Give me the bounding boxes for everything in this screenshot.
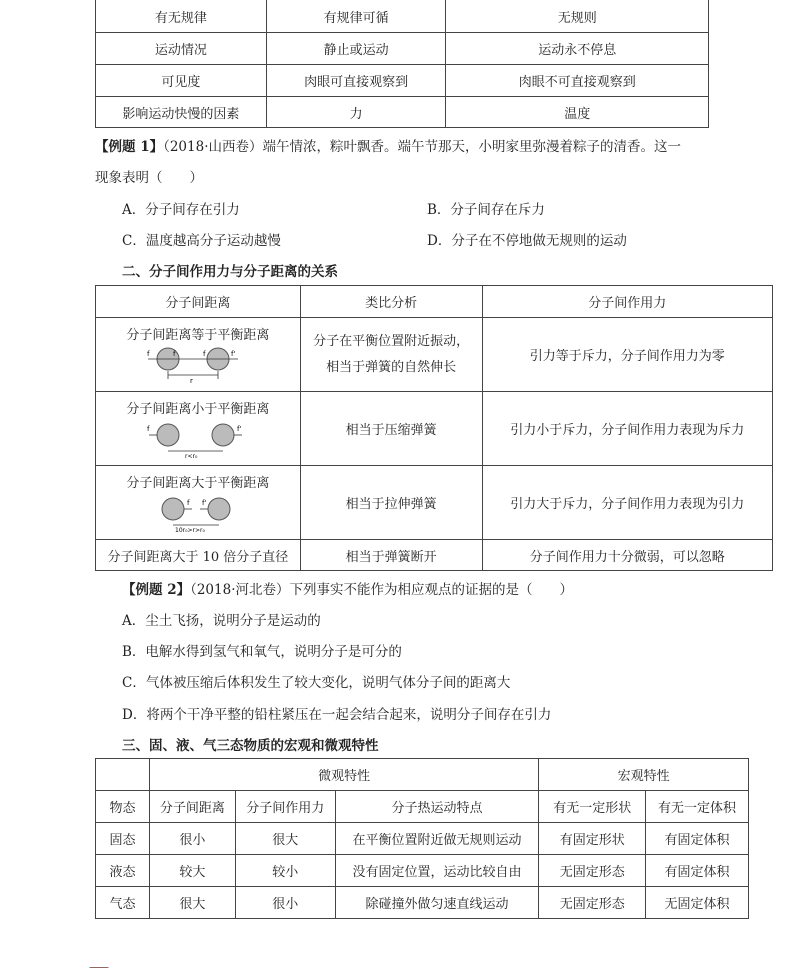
example1-option-b: B．分子间存在斥力 (427, 202, 545, 218)
table-row (96, 392, 773, 466)
example2-label: 【例题 2】 (122, 582, 191, 598)
table-cell: 相当于拉伸弹簧 (300, 466, 482, 540)
table-cell: 固态 (96, 823, 150, 855)
header-cell: 物态 (96, 791, 150, 823)
header-cell: 有无一定形状 (539, 791, 646, 823)
example2-option-d: D．将两个干净平整的铅柱紧压在一起会结合起来，说明分子间存在引力 (122, 707, 552, 723)
example1-option-d: D．分子在不停地做无规则的运动 (427, 233, 627, 249)
example2-text: 下列事实不能作为相应观点的证据的是（ ） (289, 582, 573, 598)
header-cell: 分子间作用力 (235, 791, 335, 823)
table-cell: 分子间作用力十分微弱，可以忽略 (482, 540, 773, 571)
table-row (96, 855, 749, 887)
table-cell (300, 318, 482, 392)
table-cell: 影响运动快慢的因素 (96, 97, 267, 128)
force-label: f' (230, 350, 236, 358)
table-cell (96, 466, 301, 540)
analogy-text: 分子在平衡位置附近振动， (313, 333, 470, 349)
table-header-row (96, 791, 749, 823)
table-cell: 运动情况 (96, 33, 267, 65)
table-row (96, 0, 709, 33)
distance-label: 分子间距离小于平衡距离 (126, 402, 270, 417)
analogy-text: 相当于弹簧的自然伸长 (326, 359, 457, 375)
table-cell: 气态 (96, 887, 150, 919)
force-label: f (146, 350, 150, 358)
table-row (96, 887, 749, 919)
table-cell: 很小 (235, 887, 335, 919)
table-row (96, 33, 709, 65)
table-cell: 分子间距离大于 10 倍分子直径 (96, 540, 301, 571)
table-cell: 温度 (446, 97, 709, 128)
table-row (96, 97, 709, 128)
table-cell: 引力等于斥力，分子间作用力为零 (482, 318, 773, 392)
distance-symbol: 10r₀>r>r₀ (174, 527, 205, 533)
table-cell: 静止或运动 (266, 33, 446, 65)
attraction-diagram (143, 493, 253, 533)
table-cell: 无固定形态 (539, 887, 646, 919)
distance-symbol: r<r₀ (184, 453, 198, 459)
table-row (96, 318, 773, 392)
molecule-circle (212, 424, 234, 446)
header-cell-micro: 微观特性 (149, 759, 538, 791)
header-cell: 分子间作用力 (482, 286, 773, 318)
distance-label: 分子间距离等于平衡距离 (126, 328, 270, 343)
distance-symbol: r (189, 377, 193, 385)
force-label: f (146, 425, 150, 433)
example1-text: 端午情浓，粽叶飘香。端午节那天，小明家里弥漫着粽子的清香。这一 (262, 139, 681, 155)
table-cell: 有规律可循 (266, 0, 446, 33)
table-cell: 有固定体积 (646, 855, 749, 887)
table-cell: 除碰撞外做匀速直线运动 (335, 887, 539, 919)
table-cell: 没有固定位置，运动比较自由 (335, 855, 539, 887)
table-cell (96, 318, 301, 392)
table-cell: 引力大于斥力，分子间作用力表现为引力 (482, 466, 773, 540)
table-cell: 在平衡位置附近做无规则运动 (335, 823, 539, 855)
repulsion-diagram (143, 419, 253, 459)
force-label: f (186, 499, 190, 507)
table-cell: 相当于压缩弹簧 (300, 392, 482, 466)
header-cell: 分子间距离 (96, 286, 301, 318)
molecule-circle (157, 424, 179, 446)
table-cell: 有固定形状 (539, 823, 646, 855)
table-cell: 运动永不停息 (446, 33, 709, 65)
molecule-circle (208, 498, 230, 520)
table-cell: 液态 (96, 855, 150, 887)
table-row (96, 466, 773, 540)
table-group-header-row (96, 759, 749, 791)
comparison-table (95, 0, 709, 128)
header-cell: 分子间距离 (149, 791, 235, 823)
table-cell (96, 392, 301, 466)
table-cell: 可见度 (96, 65, 267, 97)
section3-title: 三、固、液、气三态物质的宏观和微观特性 (122, 738, 379, 754)
example2-option-c: C．气体被压缩后体积发生了较大变化，说明气体分子间的距离大 (122, 675, 511, 691)
example1-stem (95, 135, 681, 155)
distance-label: 分子间距离大于平衡距离 (126, 476, 270, 491)
example2-option-a: A．尘土飞扬，说明分子是运动的 (122, 613, 321, 629)
table-cell: 引力小于斥力，分子间作用力表现为斥力 (482, 392, 773, 466)
table-cell: 有固定体积 (646, 823, 749, 855)
table-cell: 很大 (235, 823, 335, 855)
force-distance-table (95, 285, 773, 571)
example1-source: （2018·山西卷） (163, 139, 263, 155)
table-cell: 有无规律 (96, 0, 267, 33)
table-row (96, 65, 709, 97)
example1-label: 【例题 1】 (95, 139, 164, 155)
example1-stem-cont: 现象表明（ ） (95, 170, 203, 186)
empty-cell (96, 759, 150, 791)
equilibrium-diagram (143, 345, 253, 385)
table-cell: 较大 (149, 855, 235, 887)
table-header-row (96, 286, 773, 318)
states-of-matter-table (95, 758, 749, 919)
section2-title: 二、分子间作用力与分子距离的关系 (122, 264, 338, 280)
force-label: f (172, 350, 176, 358)
molecule-circle (162, 498, 184, 520)
table-cell: 较小 (235, 855, 335, 887)
header-cell: 分子热运动特点 (335, 791, 539, 823)
header-cell-macro: 宏观特性 (539, 759, 749, 791)
force-label: f' (201, 499, 207, 507)
table-cell: 很小 (149, 823, 235, 855)
table-cell: 无固定形态 (539, 855, 646, 887)
header-cell: 有无一定体积 (646, 791, 749, 823)
table-cell: 很大 (149, 887, 235, 919)
example2-source: （2018·河北卷） (190, 582, 290, 598)
table-cell: 肉眼可直接观察到 (266, 65, 446, 97)
example2-option-b: B．电解水得到氢气和氧气，说明分子是可分的 (122, 644, 402, 660)
table-cell: 相当于弹簧断开 (300, 540, 482, 571)
example1-option-c: C．温度越高分子运动越慢 (122, 233, 281, 249)
header-cell: 类比分析 (300, 286, 482, 318)
table-row (96, 540, 773, 571)
table-row (96, 823, 749, 855)
footer-fragment (88, 958, 258, 968)
force-label: f (202, 350, 206, 358)
table-cell: 力 (266, 97, 446, 128)
example2-stem (122, 578, 573, 598)
force-label: f' (236, 425, 242, 433)
table-cell: 无规则 (446, 0, 709, 33)
table-cell: 肉眼不可直接观察到 (446, 65, 709, 97)
table-cell: 无固定体积 (646, 887, 749, 919)
example1-option-a: A．分子间存在引力 (122, 202, 240, 218)
